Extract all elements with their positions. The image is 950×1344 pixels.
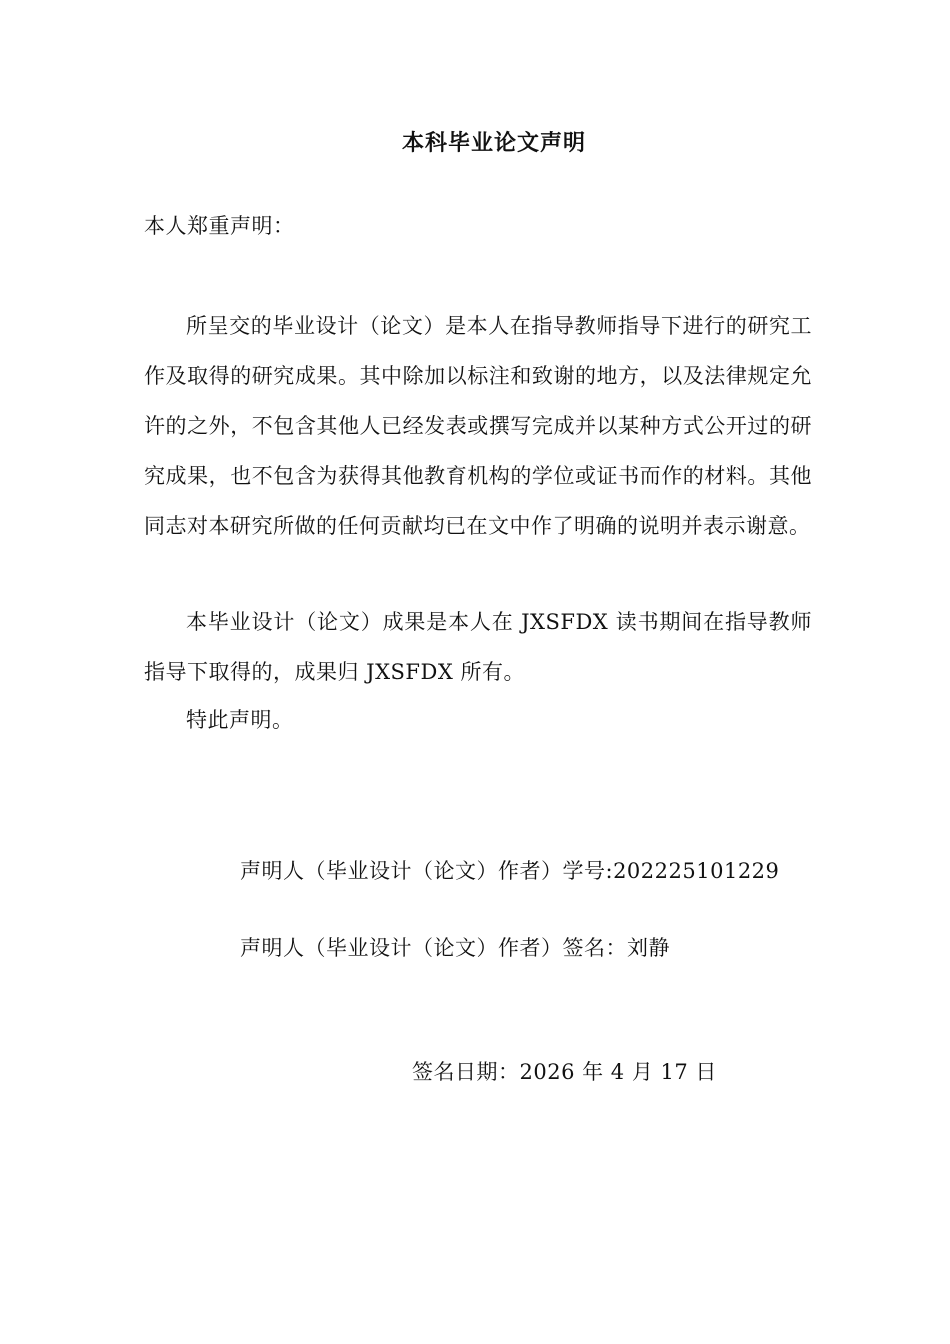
declaration-paragraph-ownership: 本毕业设计（论文）成果是本人在 JXSFDX 读书期间在指导教师指导下取得的，成果归 JXSFDX 所有。 xyxy=(144,610,812,684)
page-title: 本科毕业论文声明 xyxy=(401,131,586,156)
signature-date-line: 签名日期：2026 年 4 月 17 日 xyxy=(412,1060,717,1084)
signature-name-line: 声明人（毕业设计（论文）作者）签名：刘静 xyxy=(240,936,670,960)
declaration-closing: 特此声明。 xyxy=(186,708,294,732)
declaration-paragraph-originality: 所呈交的毕业设计（论文）是本人在指导教师指导下进行的研究工作及取得的研究成果。其中除加以标注和致谢的地方，以及法律规定允许的之外，不包含其他人已经发表或撰写完成并以某种方式公开过的研究成果，也不包含为获得其他教育机构的学位或证书而作的材料。其他同志对本研究所做的任何贡献均已在文中作了明确的说明并表示谢意。 xyxy=(144,314,812,538)
intro-statement: 本人郑重声明： xyxy=(144,214,295,238)
signature-student-id-line: 声明人（毕业设计（论文）作者）学号:202225101229 xyxy=(240,859,780,883)
